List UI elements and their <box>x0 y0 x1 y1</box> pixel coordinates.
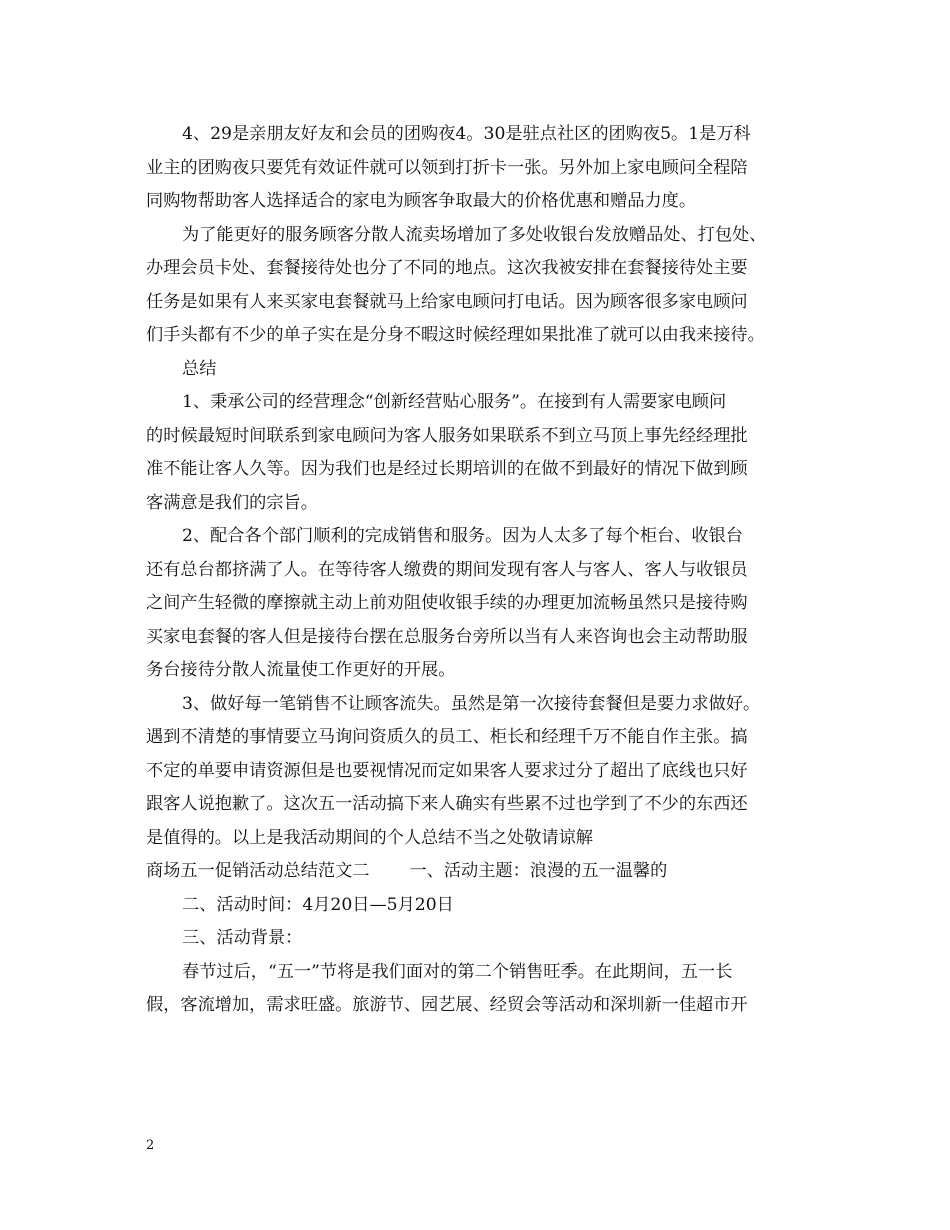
paragraph-line: 之间产生轻微的摩擦就主动上前劝阻使收银手续的办理更加流畅虽然只是接待购 <box>146 593 748 613</box>
activity-theme: 一、活动主题：浪漫的五一温馨的 <box>409 861 668 881</box>
article-title-line <box>146 855 806 889</box>
paragraph-line: 业主的团购夜只要凭有效证件就可以领到打折卡一张。另外加上家电顾问全程陪 <box>146 157 748 178</box>
paragraph-line: 准不能让客人久等。因为我们也是经过长期培训的在做不到最好的情况下做到顾 <box>146 459 748 479</box>
paragraph-line: 遇到不清楚的事情要立马询问资质久的员工、柜长和经理千万不能自作主张。搞 <box>146 727 748 747</box>
activity-background-heading: 三、活动背景： <box>182 928 303 948</box>
paragraph-line: 还有总台都挤满了人。在等待客人缴费的期间发现有客人与客人、客人与收银员 <box>146 559 748 580</box>
paragraph-line: 同购物帮助客人选择适合的家电为顾客争取最大的价格优惠和赠品力度。 <box>146 191 697 211</box>
page-number: 2 <box>146 1138 155 1153</box>
article-title: 商场五一促销活动总结范文二 <box>146 861 370 881</box>
document-body <box>146 118 806 1023</box>
paragraph-line: 假，客流增加，需求旺盛。旅游节、园艺展、经贸会等活动和深圳新一佳超市开 <box>146 995 748 1015</box>
paragraph-line: 买家电套餐的客人但是接待台摆在总服务台旁所以当有人来咨询也会主动帮助服 <box>146 626 748 647</box>
paragraph-line: 的时候最短时间联系到家电顾问为客人服务如果联系不到立马顶上事先经经理批 <box>146 425 748 446</box>
paragraph-line: 2、配合各个部门顺利的完成销售和服务。因为人太多了每个柜台、收银台 <box>182 526 743 546</box>
paragraph-line: 4、29是亲朋友好友和会员的团购夜4。30是驻点社区的团购夜5。1是万科 <box>182 124 751 144</box>
paragraph-line: 3、做好每一笔销售不让顾客流失。虽然是第一次接待套餐但是要力求做好。 <box>182 693 761 714</box>
paragraph-line: 是值得的。以上是我活动期间的个人总结不当之处敬请谅解 <box>146 827 593 848</box>
paragraph-line: 们手头都有不少的单子实在是分身不暇这时候经理如果批准了就可以由我来接待。 <box>146 325 765 345</box>
paragraph-line: 不定的单要申请资源但是也要视情况而定如果客人要求过分了超出了底线也只好 <box>146 760 748 781</box>
paragraph-line: 任务是如果有人来买家电套餐就马上给家电顾问打电话。因为顾客很多家电顾问 <box>146 291 748 312</box>
paragraph-line: 办理会员卡处、套餐接待处也分了不同的地点。这次我被安排在套餐接待处主要 <box>146 258 748 278</box>
activity-time: 二、活动时间：4月20日—5月20日 <box>182 894 454 915</box>
paragraph-line: 务台接待分散人流量使工作更好的开展。 <box>146 660 456 680</box>
paragraph-line: 为了能更好的服务顾客分散人流卖场增加了多处收银台发放赠品处、打包处、 <box>182 224 767 245</box>
paragraph-line: 春节过后，“五一”节将是我们面对的第二个销售旺季。在此期间，五一长 <box>182 961 733 982</box>
section-heading: 总结 <box>182 358 217 379</box>
paragraph-line: 客满意是我们的宗旨。 <box>146 492 318 513</box>
paragraph-line: 1、秉承公司的经营理念“创新经营贴心服务”。在接到有人需要家电顾问 <box>182 392 727 412</box>
paragraph-line: 跟客人说抱歉了。这次五一活动搞下来人确实有些累不过也学到了不少的东西还 <box>146 794 748 814</box>
